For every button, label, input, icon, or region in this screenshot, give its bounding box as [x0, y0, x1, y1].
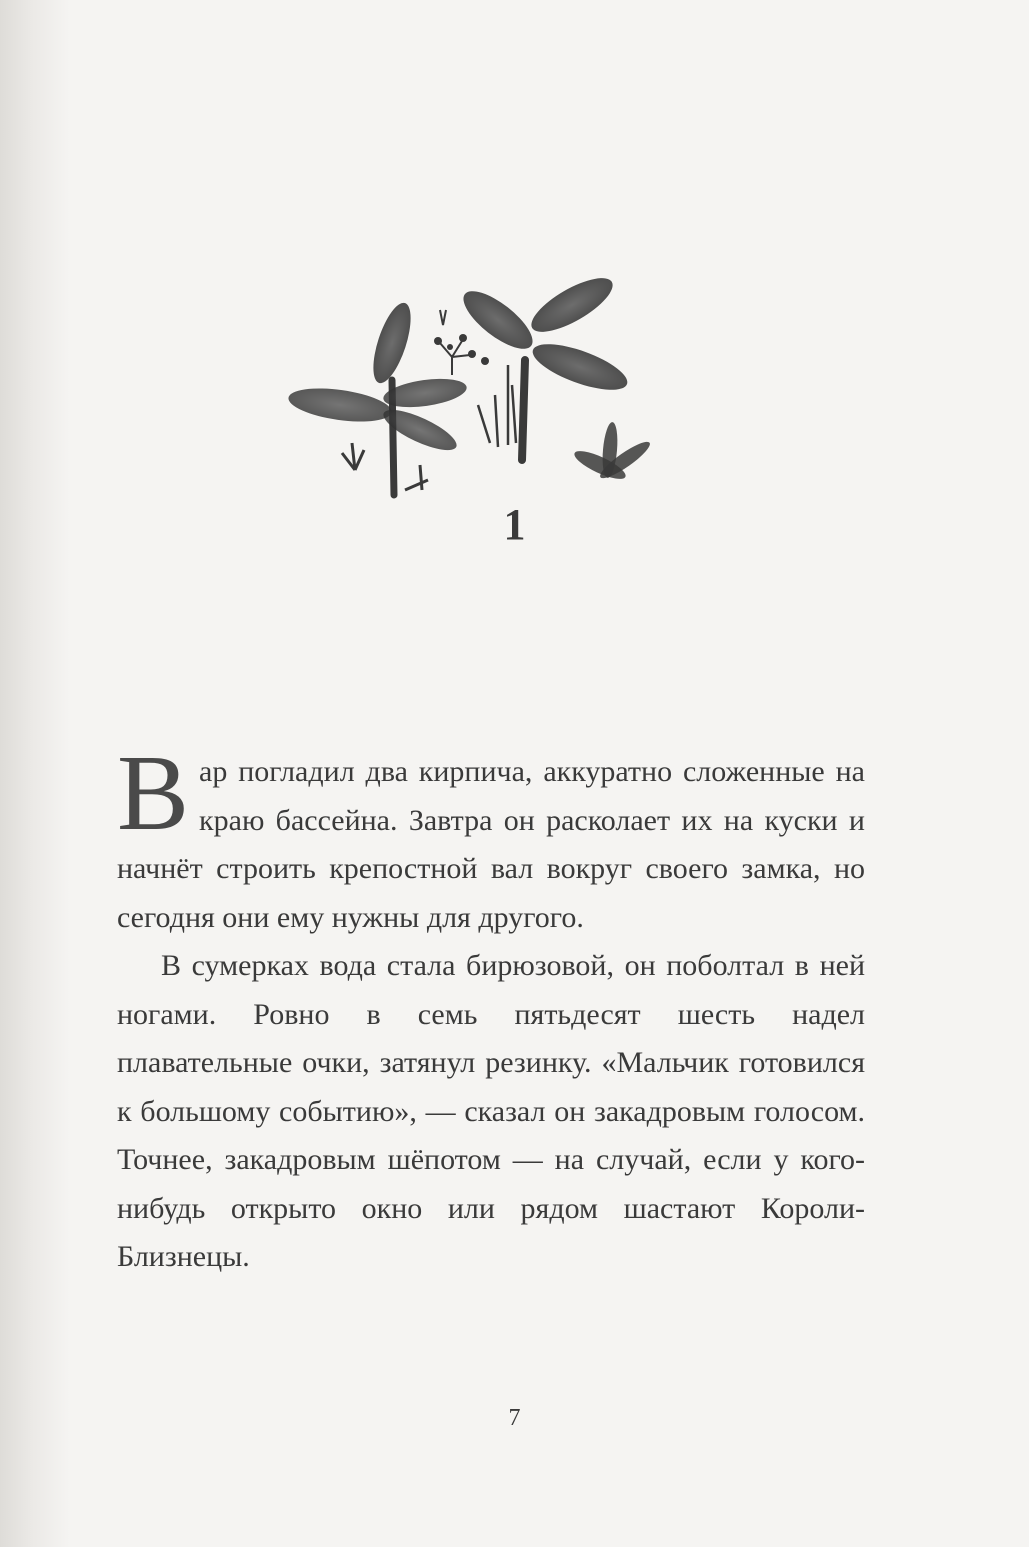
- plants-illustration-icon: [280, 265, 660, 505]
- page-binding-shadow: [0, 0, 70, 1547]
- paragraph-1-text: ар погладил два кирпича, аккуратно сложенные на краю бассейна. Завтра он расколает их на куски и начнёт строить крепостной вал вокруг своего замка, но сегодня они ему нужны для другого.: [117, 755, 865, 934]
- paragraph-1: [117, 734, 865, 942]
- page-number: 7: [508, 1405, 521, 1431]
- paragraph-2: В сумерках вода стала бирюзовой, он поболтал в ней ногами. Ровно в семь пятьдесят шесть надел плавательные очки, затянул резинку. «Мальчик готовился к большому событию», — сказал он закадровым голосом. Точнее, закадровым шёпотом — на случай, если у кого-нибудь открыто окно или рядом шастают Короли-Близнецы.: [117, 949, 865, 1273]
- body-text: [117, 734, 865, 1282]
- drop-cap: В: [117, 734, 190, 853]
- chapter-number: 1: [503, 500, 526, 549]
